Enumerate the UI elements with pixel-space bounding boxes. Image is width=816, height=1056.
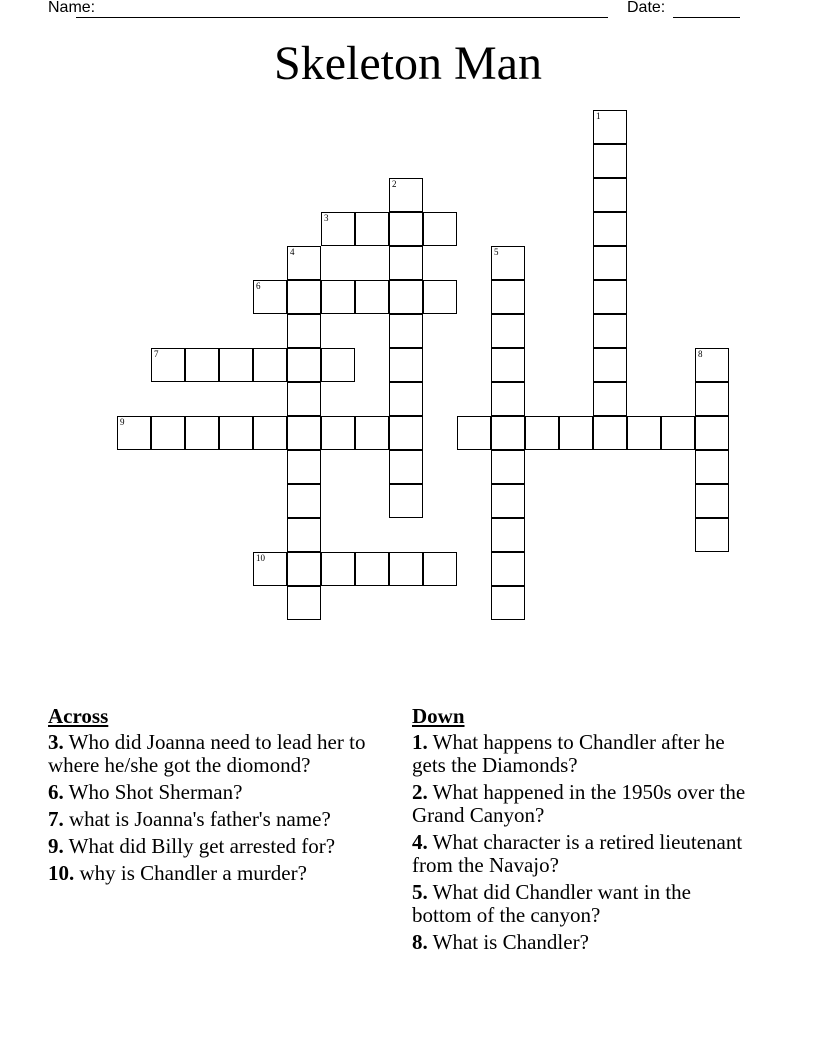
grid-cell[interactable] [287,348,321,382]
grid-cell[interactable] [593,178,627,212]
grid-cell[interactable] [321,552,355,586]
grid-cell[interactable] [151,348,185,382]
clue-num: 3. [48,730,64,754]
grid-cell[interactable] [559,416,593,450]
grid-cell[interactable] [593,416,627,450]
across-clue [48,731,388,777]
clue-text: why is Chandler a murder? [74,861,307,885]
grid-cell[interactable] [321,416,355,450]
clue-text: What happens to Chandler after he gets the Diamonds? [412,730,725,777]
grid-cell[interactable] [355,212,389,246]
grid-cell[interactable] [389,552,423,586]
clue-num: 10. [48,861,75,885]
clue-text: What happened in the 1950s over the Grand Canyon? [412,780,746,827]
clue-text: what is Joanna's father's name? [63,807,331,831]
clue-num: 2. [412,780,428,804]
grid-cell[interactable] [593,314,627,348]
across-heading: Across [48,704,109,728]
grid-cell[interactable] [423,212,457,246]
grid-cell[interactable] [491,586,525,620]
clue-number: 3 [324,213,329,223]
grid-cell[interactable] [491,484,525,518]
down-clue [412,781,752,827]
grid-cell[interactable] [287,280,321,314]
grid-cell[interactable] [287,382,321,416]
grid-cell[interactable] [219,348,253,382]
grid-cell[interactable] [457,416,491,450]
grid-cell[interactable] [525,416,559,450]
grid-cell[interactable] [287,314,321,348]
across-clue [48,781,388,804]
date-label: Date: [627,0,666,16]
grid-cell[interactable] [389,348,423,382]
across-clue [48,862,388,885]
down-heading: Down [412,704,465,728]
grid-cell[interactable] [593,280,627,314]
grid-cell[interactable] [185,416,219,450]
clue-num: 5. [412,880,428,904]
grid-cell[interactable] [491,518,525,552]
grid-cell[interactable] [593,110,627,144]
grid-cell[interactable] [389,314,423,348]
puzzle-title: Skeleton Man [274,37,542,90]
grid-cell[interactable] [695,382,729,416]
grid-cell[interactable] [389,484,423,518]
grid-cell[interactable] [491,348,525,382]
grid-cell[interactable] [287,416,321,450]
grid-cell[interactable] [287,450,321,484]
grid-cell[interactable] [423,280,457,314]
grid-cell[interactable] [287,484,321,518]
grid-cell[interactable] [593,212,627,246]
grid-cell[interactable] [253,280,287,314]
grid-cell[interactable] [389,212,423,246]
grid-cell[interactable] [253,416,287,450]
down-clues [412,704,752,958]
clue-text: Who Shot Sherman? [63,780,243,804]
clue-number: 9 [120,417,125,427]
grid-cell[interactable] [593,246,627,280]
down-clue [412,881,752,927]
clue-number: 5 [494,247,499,257]
grid-cell[interactable] [627,416,661,450]
clue-text: What is Chandler? [427,930,589,954]
grid-cell[interactable] [389,246,423,280]
grid-cell[interactable] [389,178,423,212]
clue-num: 4. [412,830,428,854]
grid-cell[interactable] [389,280,423,314]
grid-cell[interactable] [491,382,525,416]
grid-cell[interactable] [355,416,389,450]
grid-cell[interactable] [491,450,525,484]
grid-cell[interactable] [389,450,423,484]
grid-cell[interactable] [491,280,525,314]
grid-cell[interactable] [287,518,321,552]
grid-cell[interactable] [423,552,457,586]
clue-number: 6 [256,281,261,291]
across-clue [48,808,388,831]
clue-text: What did Chandler want in the bottom of the canyon? [412,880,691,927]
grid-cell[interactable] [491,552,525,586]
down-clue [412,931,752,954]
grid-cell[interactable] [355,552,389,586]
clue-text: What character is a retired lieutenant from the Navajo? [412,830,743,877]
grid-cell[interactable] [695,484,729,518]
grid-cell[interactable] [287,586,321,620]
clue-number: 7 [154,349,159,359]
grid-cell[interactable] [491,416,525,450]
grid-cell[interactable] [219,416,253,450]
clue-text: Who did Joanna need to lead her to where he/she got the diomond? [48,730,366,777]
down-clue-list [412,731,752,954]
grid-cell[interactable] [321,348,355,382]
grid-cell[interactable] [151,416,185,450]
clue-number: 1 [596,111,601,121]
clue-num: 8. [412,930,428,954]
clue-number: 2 [392,179,397,189]
clue-num: 7. [48,807,64,831]
grid-cell[interactable] [491,314,525,348]
clue-number: 10 [256,553,265,563]
grid-cell[interactable] [287,246,321,280]
grid-cell[interactable] [287,552,321,586]
down-clue [412,831,752,877]
grid-cell[interactable] [321,280,355,314]
grid-cell[interactable] [593,348,627,382]
clue-number: 8 [698,349,703,359]
grid-cell[interactable] [253,348,287,382]
grid-cell[interactable] [389,416,423,450]
grid-cell[interactable] [321,212,355,246]
grid-cell[interactable] [695,518,729,552]
grid-cell[interactable] [593,382,627,416]
clue-num: 1. [412,730,428,754]
across-clues [48,704,388,889]
grid-cell[interactable] [389,382,423,416]
grid-cell[interactable] [117,416,151,450]
grid-cell[interactable] [695,450,729,484]
grid-cell[interactable] [491,246,525,280]
grid-cell[interactable] [253,552,287,586]
across-clue [48,835,388,858]
grid-cell[interactable] [355,280,389,314]
clue-number: 4 [290,247,295,257]
down-clue [412,731,752,777]
grid-cell[interactable] [661,416,695,450]
clue-num: 9. [48,834,64,858]
grid-cell[interactable] [695,416,729,450]
grid-cell[interactable] [593,144,627,178]
name-label: Name: [48,0,96,16]
across-clue-list [48,731,388,885]
grid-cell[interactable] [695,348,729,382]
clue-num: 6. [48,780,64,804]
grid-cell[interactable] [185,348,219,382]
clue-text: What did Billy get arrested for? [63,834,336,858]
